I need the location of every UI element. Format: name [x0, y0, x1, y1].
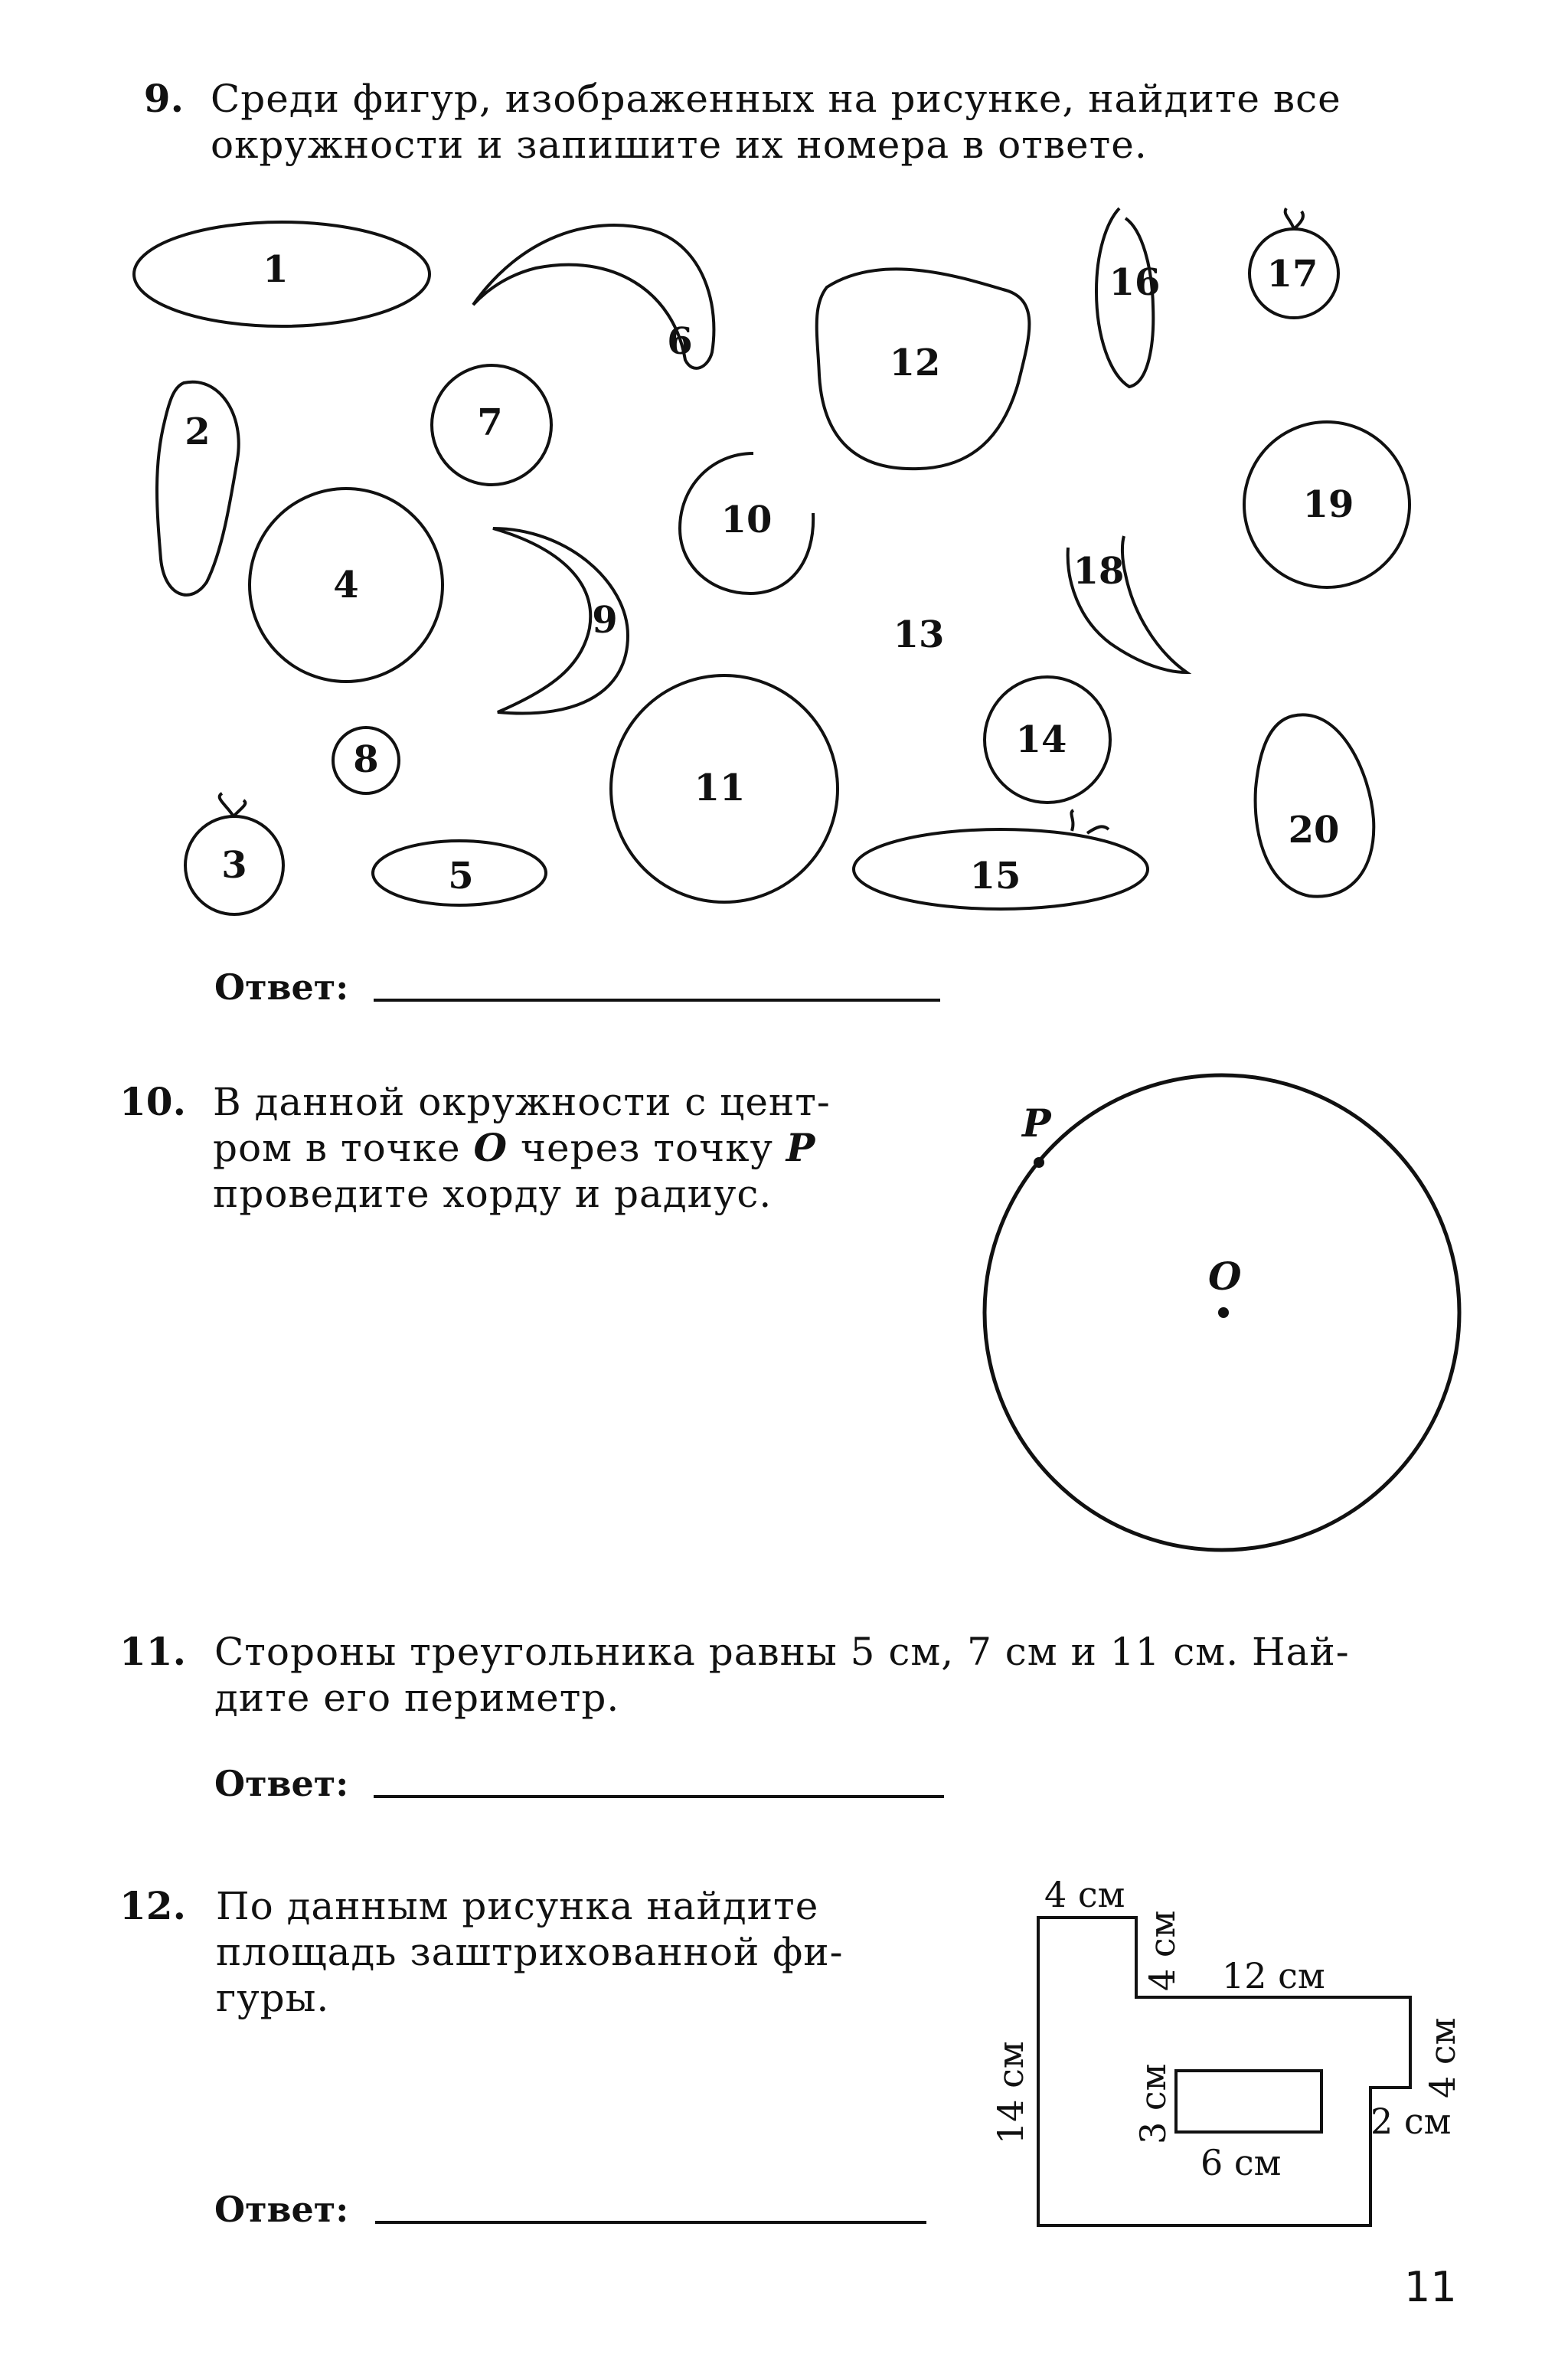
dim-left: 14 см [990, 2041, 1031, 2144]
figure-label-11: 11 [694, 767, 746, 809]
figure-label-15: 15 [969, 855, 1021, 898]
task-9-answer-label: Ответ: [214, 966, 349, 1008]
task-10-text-line-3: проведите хорду и радиус. [213, 1172, 773, 1216]
figure-label-3: 3 [221, 844, 247, 887]
dim-top: 4 см [1044, 1874, 1125, 1915]
task-12-text-line-2: площадь заштрихованной фи- [216, 1930, 844, 1974]
task-12-answer-label: Ответ: [214, 2189, 349, 2230]
figure-label-5: 5 [448, 855, 474, 898]
task-9-figures [0, 184, 1568, 1026]
task-12-text-line-1: По данным рисунка найдите [216, 1884, 819, 1928]
inner-rect [1176, 2071, 1321, 2132]
dim-right: 4 см [1422, 2017, 1463, 2098]
task-11-text-line-1: Стороны треугольника равны 5 см, 7 см и 11 см. Най- [214, 1630, 1350, 1674]
dim-bottom-step: 2 см [1370, 2101, 1452, 2142]
figure-label-2: 2 [185, 410, 211, 453]
task-10-number: 10. [119, 1079, 186, 1124]
task-9-text-line-1: Среди фигур, изображенных на рисунке, найдите все [211, 77, 1341, 121]
figure-label-13: 13 [893, 613, 945, 656]
figure-label-20: 20 [1288, 809, 1340, 852]
center-o-label: O [1208, 1254, 1242, 1299]
task-11-answer-field[interactable] [374, 1795, 944, 1798]
dim-inner-width: 6 см [1200, 2142, 1282, 2183]
task-10-text-line-2 [213, 1126, 815, 1170]
figure-label-10: 10 [720, 499, 773, 541]
center-o-dot [1218, 1307, 1229, 1318]
task-12-text-line-3: гуры. [216, 1976, 330, 2020]
task-10-var-o: O [473, 1125, 508, 1170]
dim-step-vertical: 4 см [1142, 1910, 1183, 1991]
task-12-answer-field[interactable] [375, 2221, 926, 2224]
point-p-label: P [1022, 1100, 1051, 1146]
figure-label-19: 19 [1302, 483, 1354, 526]
figure-label-6: 6 [667, 320, 693, 363]
task-9-answer-field[interactable] [374, 999, 940, 1002]
task-11-text-line-2: дите его периметр. [214, 1676, 620, 1720]
task-10-circle-figure [965, 1064, 1501, 1570]
task-11-answer-label: Ответ: [214, 1763, 349, 1804]
figure-label-9: 9 [592, 599, 618, 642]
dim-step-horizontal: 12 см [1222, 1955, 1325, 1996]
task-10-text-line-1: В данной окружности с цент- [213, 1080, 831, 1124]
figure-20 [1256, 714, 1374, 896]
figure-label-1: 1 [263, 248, 289, 291]
figure-label-12: 12 [889, 342, 941, 384]
page-number: 11 [1404, 2263, 1457, 2311]
point-p-dot [1034, 1157, 1044, 1168]
figure-label-4: 4 [333, 564, 359, 607]
figure-label-17: 17 [1266, 253, 1318, 296]
figure-label-16: 16 [1109, 261, 1161, 304]
task-10-var-p: P [786, 1125, 816, 1170]
figure-label-14: 14 [1015, 718, 1067, 761]
figure-label-18: 18 [1073, 550, 1125, 593]
task-12-shape-figure [980, 1853, 1463, 2236]
dim-inner-height: 3 см [1132, 2063, 1174, 2144]
task-9-number: 9. [143, 76, 184, 121]
task-10-text-a: ром в точке [213, 1126, 461, 1170]
task-10-text-b: через точку [520, 1126, 773, 1170]
figure-label-7: 7 [477, 401, 503, 444]
figure-label-8: 8 [353, 738, 379, 781]
task-12-number: 12. [119, 1883, 186, 1928]
task-11-number: 11. [119, 1629, 186, 1674]
task-9-text-line-2: окружности и запишите их номера в ответе. [211, 123, 1148, 167]
